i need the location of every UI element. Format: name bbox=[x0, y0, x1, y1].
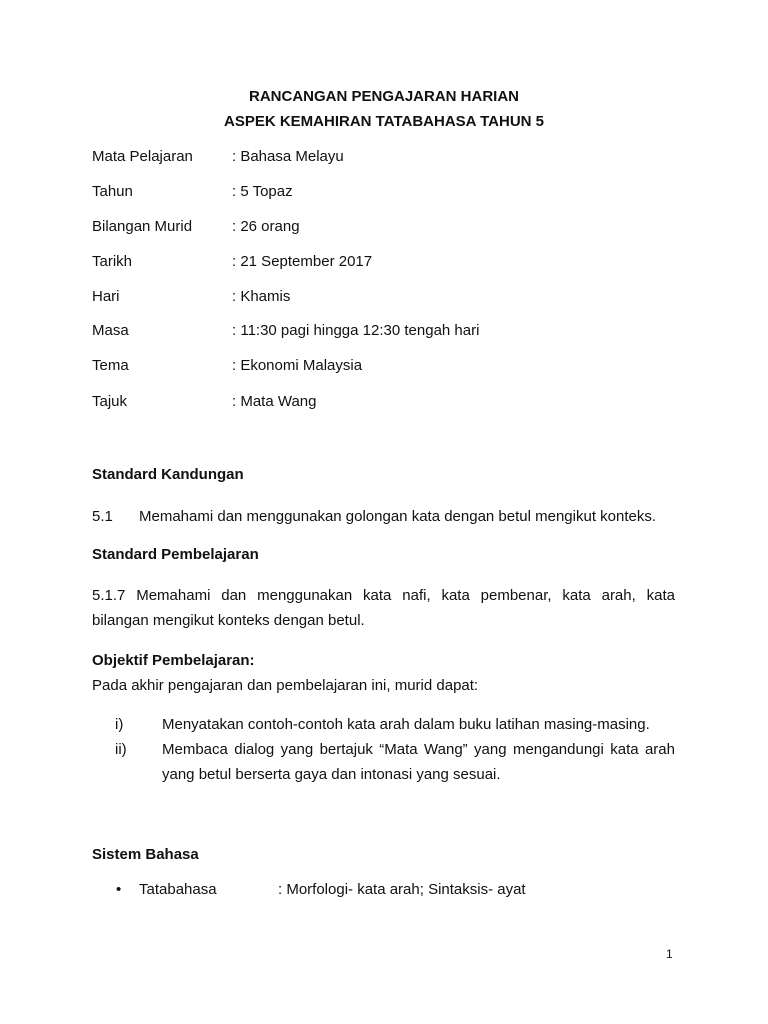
info-value: : Mata Wang bbox=[232, 393, 317, 410]
info-value: : Bahasa Melayu bbox=[232, 148, 344, 165]
objektif-intro: Pada akhir pengajaran dan pembelajaran ini, murid dapat: bbox=[92, 677, 479, 694]
objektif-heading: Objektif Pembelajaran: bbox=[92, 652, 255, 669]
objektif-item-text: Membaca dialog yang bertajuk “Mata Wang” yang mengandungi kata arah bbox=[162, 741, 675, 758]
page-number: 1 bbox=[666, 947, 673, 961]
info-label: Hari bbox=[92, 288, 120, 305]
document-title: RANCANGAN PENGAJARAN HARIAN bbox=[248, 88, 519, 105]
info-row-tahun bbox=[92, 183, 692, 203]
objektif-item-text-continued: yang betul berserta gaya dan intonasi yang sesuai. bbox=[162, 766, 501, 783]
info-row-tarikh bbox=[92, 253, 692, 273]
objektif-item-number: ii) bbox=[115, 741, 127, 758]
standard-kandungan-number: 5.1 bbox=[92, 508, 113, 525]
info-value: : 11:30 pagi hingga 12:30 tengah hari bbox=[232, 322, 480, 339]
bullet-icon: • bbox=[116, 881, 122, 898]
info-label: Tema bbox=[92, 357, 129, 374]
info-value: : 26 orang bbox=[232, 218, 300, 235]
info-label: Mata Pelajaran bbox=[92, 148, 193, 165]
info-value: : Khamis bbox=[232, 288, 291, 305]
info-row-tajuk bbox=[92, 393, 692, 413]
sistem-bahasa-item-value: : Morfologi- kata arah; Sintaksis- ayat bbox=[278, 881, 526, 898]
info-label: Bilangan Murid bbox=[92, 218, 193, 235]
info-value: : Ekonomi Malaysia bbox=[232, 357, 363, 374]
document-subtitle: ASPEK KEMAHIRAN TATABAHASA TAHUN 5 bbox=[224, 113, 544, 130]
info-label: Tarikh bbox=[92, 253, 133, 270]
info-value: : 5 Topaz bbox=[232, 183, 293, 200]
info-row-bilangan-murid bbox=[92, 218, 692, 238]
objektif-item-text: Menyatakan contoh-contoh kata arah dalam buku latihan masing-masing. bbox=[162, 716, 650, 733]
info-row-mata-pelajaran bbox=[92, 148, 692, 168]
standard-pembelajaran-line-2: bilangan mengikut konteks dengan betul. bbox=[92, 612, 365, 629]
info-label: Tajuk bbox=[92, 393, 128, 410]
info-value: : 21 September 2017 bbox=[232, 253, 373, 270]
info-row-tema bbox=[92, 357, 692, 377]
info-label: Tahun bbox=[92, 183, 133, 200]
sistem-bahasa-item-label: Tatabahasa bbox=[139, 881, 217, 898]
standard-pembelajaran-heading: Standard Pembelajaran bbox=[92, 546, 259, 563]
objektif-item-number: i) bbox=[115, 716, 124, 733]
info-row-masa bbox=[92, 322, 692, 342]
sistem-bahasa-heading: Sistem Bahasa bbox=[92, 846, 199, 863]
standard-kandungan-text: Memahami dan menggunakan golongan kata dengan betul mengikut konteks. bbox=[139, 508, 657, 525]
info-row-hari bbox=[92, 288, 692, 308]
standard-pembelajaran-line-1: 5.1.7 Memahami dan menggunakan kata nafi, kata pembenar, kata arah, kata bbox=[92, 587, 675, 604]
standard-kandungan-heading: Standard Kandungan bbox=[92, 466, 244, 483]
info-label: Masa bbox=[92, 322, 129, 339]
